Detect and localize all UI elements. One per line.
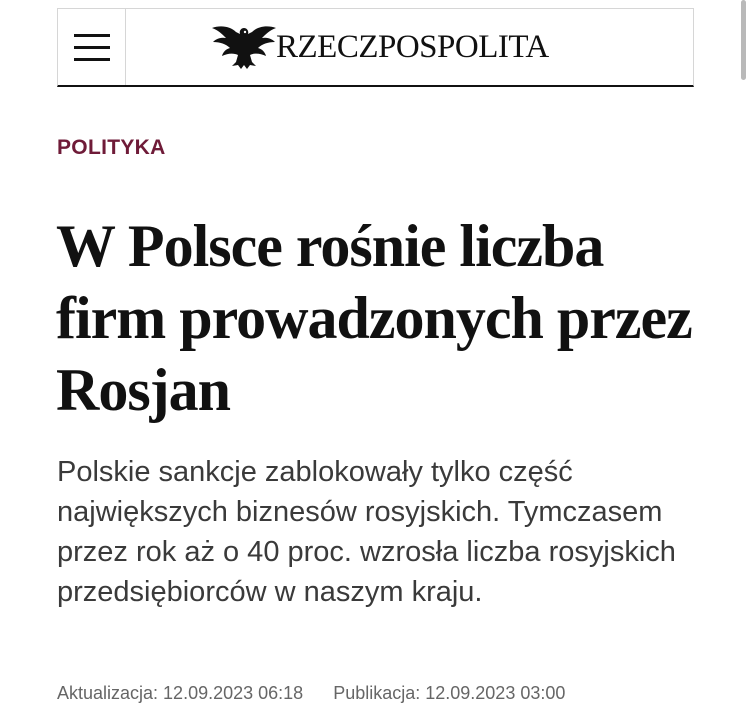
article-headline: W Polsce rośnie liczba firm prowadzonych przez Rosjan <box>56 213 692 423</box>
hamburger-menu-icon <box>74 34 110 60</box>
logo-wordmark: RZECZPOSPOLITA <box>276 28 549 65</box>
article-meta <box>57 683 565 704</box>
site-logo[interactable] <box>208 21 549 73</box>
article-lead: Polskie sankcje zablokowały tylko część największych biznesów rosyjskich. Tymczasem przez rok aż o 40 proc. wzrosła liczba rosyjskich przedsiębiorców w naszym kraju. <box>57 456 676 608</box>
section-label[interactable]: POLITYKA <box>57 136 166 159</box>
updated-date: Aktualizacja: 12.09.2023 06:18 <box>57 683 304 703</box>
published-date: Publikacja: 12.09.2023 03:00 <box>333 683 566 703</box>
site-header <box>57 8 694 87</box>
menu-button[interactable] <box>58 9 126 85</box>
scrollbar[interactable] <box>741 0 746 80</box>
eagle-icon <box>208 22 280 72</box>
